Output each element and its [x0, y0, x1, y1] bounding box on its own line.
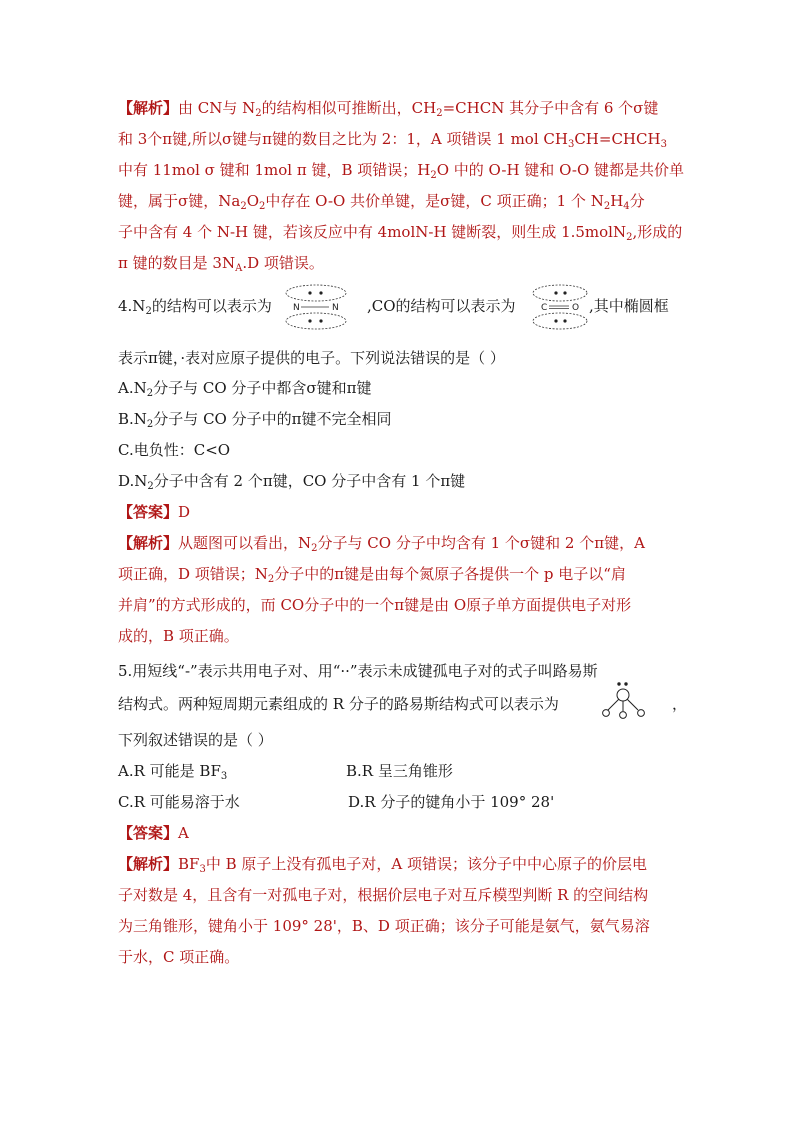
q5-analysis-line2: 子对数是 4，且含有一对孤电子对，根据价层电子对互斥模型判断 R 的空间结构 [118, 886, 649, 904]
q4-analysis-line2: 项正确，D 项错误；$N_2$分子中的π键是由每个氮原子各提供一个 p 电子以“肩 [118, 565, 626, 585]
n2-left-atom: N [293, 303, 300, 313]
analysis1-line1: 【解析】由 CN与 $N_2$的结构相似可推断出，$CH_2=CHCN$ 其分子中含有 6 个σ键 [118, 99, 659, 119]
co-structure-diagram [530, 283, 590, 331]
lewis-structure-diagram [600, 680, 652, 720]
analysis1-line5: 子中含有 4 个 N-H 键，若该反应中有 4molN-H 键断裂，则生成 1.5molN$_2$,形成的 [118, 223, 683, 243]
q4-stem-line1: $4.N_2$的结构可以表示为 [118, 297, 272, 317]
q4-analysis-line4: 成的，B 项正确。 [118, 627, 239, 645]
q5-analysis-line1: 【解析】$BF_3$中 B 原子上没有孤电子对，A 项错误；该分子中中心原子的价层电 [118, 855, 647, 875]
q5-stem-line2-comma: ， [672, 695, 688, 713]
q4-stem-line1-end: ,其中椭圆框 [589, 297, 669, 315]
analysis1-line3: 中有 11mol σ 键和 1mol π 键，B 项错误；$H_2O$ 中的 O-H 键和 O-O 键都是共价单 [118, 161, 685, 181]
q4-option-b: $B.N_2$分子与 CO 分子中的π键不完全相同 [118, 410, 392, 430]
analysis1-line2: 和 3个π键,所以σ键与π键的数目之比为 2：1，A 项错误 1 mol $CH_3CH=CHCH_3$ [118, 130, 667, 150]
q5-option-b: B.R 呈三角锥形 [346, 762, 453, 780]
q5-answer: 【答案】A [118, 824, 189, 842]
q5-analysis-line4: 于水，C 项正确。 [118, 948, 240, 966]
co-left-atom: C [541, 303, 548, 313]
q5-stem-line2: 结构式。两种短周期元素组成的 R 分子的路易斯结构式可以表示为 [118, 695, 559, 713]
q5-stem-line3: 下列叙述错误的是（ ） [118, 731, 273, 749]
analysis-tag: 【解析】 [118, 99, 179, 117]
q4-analysis-line1: 【解析】从题图可以看出，$N_2$分子与 CO 分子中均含有 1 个σ键和 2 个π键，A [118, 534, 645, 554]
analysis1-line6: π 键的数目是 $3N_A.D$ 项错误。 [118, 254, 324, 274]
q4-option-d: $D.N_2$分子中含有 2 个π键，CO 分子中含有 1 个π键 [118, 472, 466, 492]
q5-option-c: C.R 可能易溶于水 [118, 793, 240, 811]
q5-stem-line1: 5.用短线“-”表示共用电子对、用“··”表示未成键孤电子对的式子叫路易斯 [118, 662, 598, 680]
q4-analysis-line3: 并肩”的方式形成的，而 CO分子中的一个π键是由 O原子单方面提供电子对形 [118, 596, 632, 614]
q5-analysis-line3: 为三角锥形，键角小于 109° 28'，B、D 项正确；该分子可能是氨气，氨气易溶 [118, 917, 650, 935]
q4-stem-line1-mid: ,CO的结构可以表示为 [367, 297, 516, 315]
co-right-atom: O [572, 303, 580, 313]
q5-option-a: A.R 可能是 $BF_3$ [118, 762, 228, 782]
n2-structure-diagram [283, 283, 349, 331]
analysis1-line4: 键，属于σ键，$Na_2O_2$中存在 O-O 共价单键，是σ键，C 项正确；1 个 $N_2H_4$分 [118, 192, 645, 212]
q4-answer: 【答案】D [118, 503, 191, 521]
q5-option-d: D.R 分子的键角小于 109° 28' [348, 793, 555, 811]
q4-option-a: $A.N_2$分子与 CO 分子中都含σ键和π键 [118, 379, 372, 399]
q4-stem-line2: 表示π键，·表对应原子提供的电子。下列说法错误的是（ ） [118, 349, 505, 367]
q4-option-c: C.电负性：C<O [118, 441, 231, 459]
n2-right-atom: N [332, 303, 339, 313]
